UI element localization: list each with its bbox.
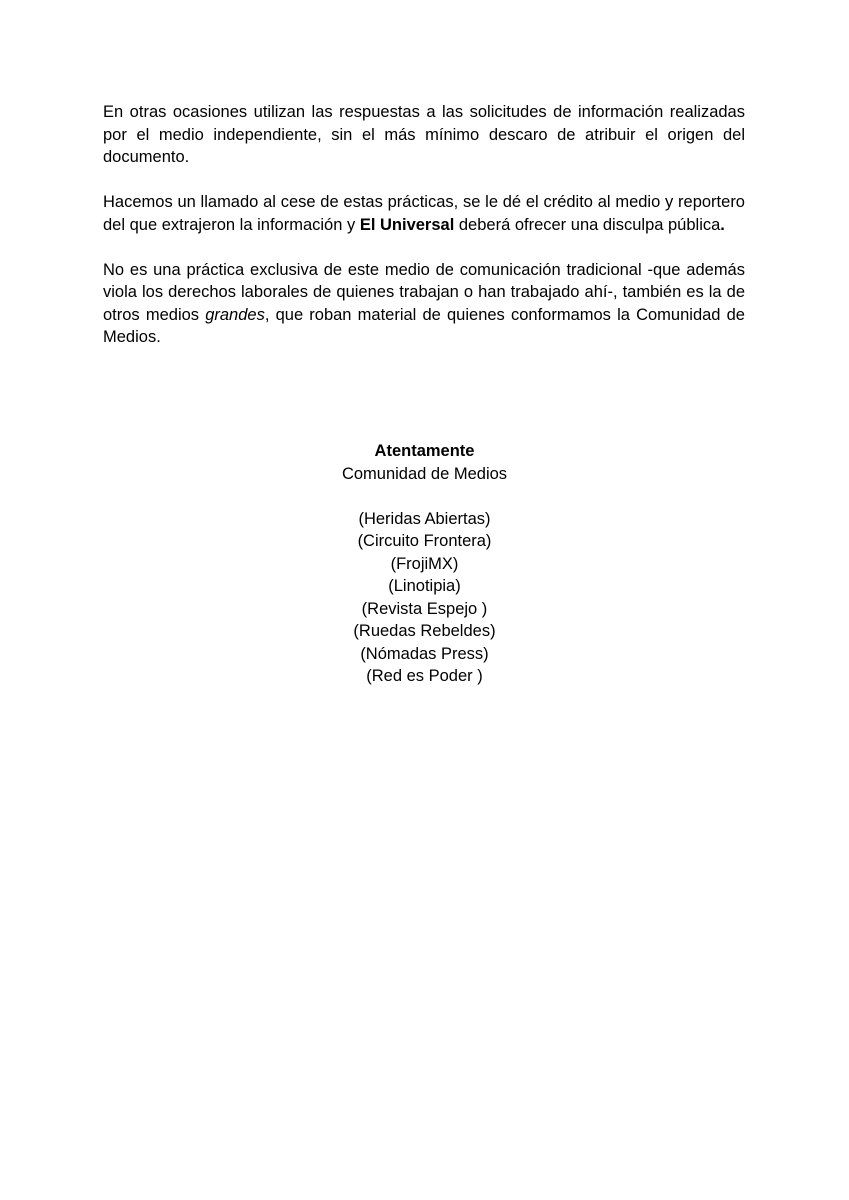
newspaper-name: El Universal (359, 215, 455, 234)
spacer (0, 485, 849, 508)
paragraph-1 (103, 101, 745, 169)
member-outlet: (Revista Espejo ) (361, 599, 488, 618)
member-outlet: (Circuito Frontera) (357, 532, 492, 550)
paragraph-3-text-end: , que roban material de quienes conformamos la Comunidad de Medios. (103, 305, 745, 346)
emphasis-word: grandes (205, 305, 265, 324)
paragraph-2-text-end: deberá ofrecer una disculpa pública (454, 215, 721, 234)
paragraph-2 (103, 191, 745, 236)
paragraph-3 (103, 259, 745, 349)
member-outlet: (Ruedas Rebeldes) (353, 622, 496, 640)
closing-block (0, 440, 849, 688)
signoff: Atentamente (374, 442, 475, 460)
member-outlet: (FrojiMX) (390, 554, 459, 573)
paragraph-1-text: En otras ocasiones utilizan las respuestas a las solicitudes de información realizadas por el medio independiente, sin el más mínimo descaro de atribuir el origen del documento. (103, 103, 745, 166)
paragraph-3-text-start: No es una práctica exclusiva de este medio de comunicación tradicional -que además viola los derechos laborales de quienes trabajan o han trabajado ahí-, también es la de otros medios (103, 260, 745, 324)
member-outlet: (Nómadas Press) (360, 644, 489, 663)
member-outlet: (Linotipia) (388, 577, 461, 595)
member-outlet: (Heridas Abiertas) (358, 509, 491, 528)
paragraph-2-text-start: Hacemos un llamado al cese de estas prácticas, se le dé el crédito al medio y reportero del que extrajeron la información y (103, 193, 745, 234)
body-text (103, 101, 745, 349)
paragraph-2-period: . (720, 215, 725, 234)
member-outlet: (Red es Poder ) (366, 667, 483, 685)
organization-name: Comunidad de Medios (341, 464, 508, 483)
